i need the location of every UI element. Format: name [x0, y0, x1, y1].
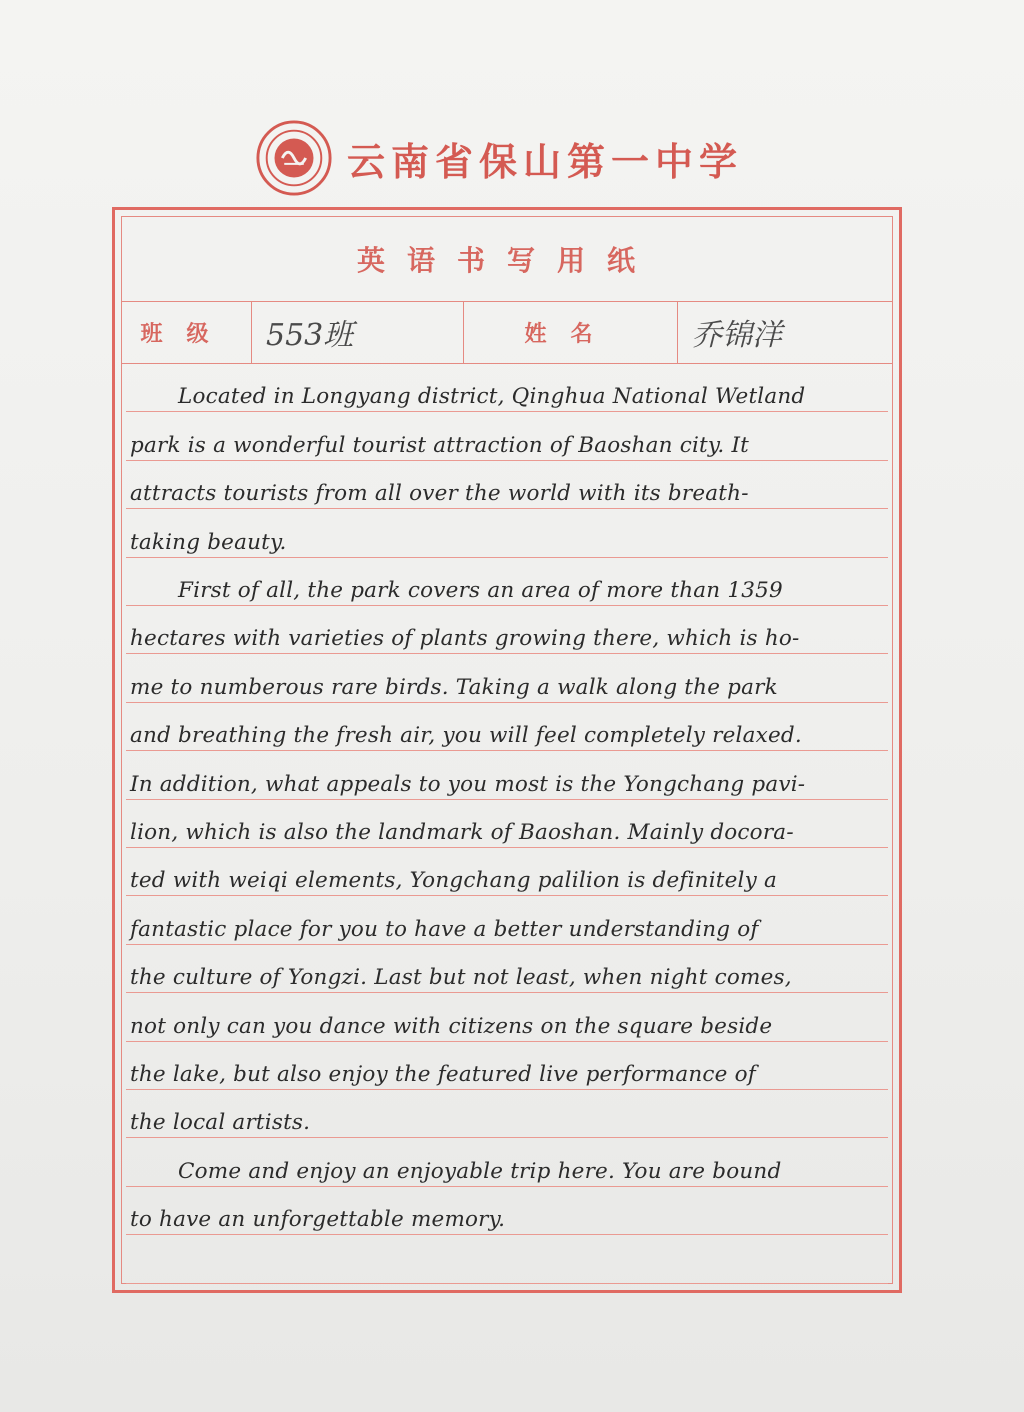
handwritten-line-text: and breathing the fresh air, you will feel completely relaxed. — [130, 723, 802, 749]
ruled-line — [126, 944, 888, 993]
handwritten-line-text: Located in Longyang district, Qinghua National Wetland — [178, 384, 806, 410]
ruled-line — [126, 653, 888, 702]
handwritten-line-text: the culture of Yongzi. Last but not least, when night comes, — [130, 965, 792, 991]
writing-sheet — [112, 207, 902, 1293]
school-header — [255, 118, 775, 198]
ruled-line — [126, 895, 888, 944]
handwritten-line-text: lion, which is also the landmark of Baoshan. Mainly docora- — [130, 819, 794, 845]
handwritten-line-text: to have an unforgettable memory. — [130, 1207, 506, 1233]
ruled-line — [126, 1041, 888, 1090]
handwritten-line-text: fantastic place for you to have a better understanding of — [130, 916, 759, 942]
handwritten-line-text: First of all, the park covers an area of more than 1359 — [178, 577, 783, 603]
ruled-line — [126, 1089, 888, 1138]
handwritten-line-text: ted with weiqi elements, Yongchang palilion is definitely a — [130, 868, 778, 894]
ruled-line — [126, 460, 888, 509]
sheet-title-row — [122, 217, 892, 302]
sheet-title: 英语书写用纸 — [356, 244, 657, 277]
handwritten-line-text: park is a wonderful tourist attraction of Baoshan city. It — [130, 432, 749, 458]
ruled-line — [126, 1186, 888, 1235]
ruled-line — [126, 750, 888, 799]
ruled-line — [126, 992, 888, 1041]
name-label: 姓名 — [524, 321, 617, 347]
class-label: 班级 — [140, 321, 233, 347]
ruled-line — [126, 363, 888, 412]
handwritten-line-text: In addition, what appeals to you most is the Yongchang pavi- — [130, 771, 806, 797]
ruled-line — [126, 557, 888, 606]
ruled-lines — [122, 363, 892, 1283]
name-value: 乔锦洋 — [692, 318, 782, 353]
ruled-line — [126, 1137, 888, 1186]
class-value: 553班 — [266, 318, 354, 353]
class-label-cell — [122, 301, 252, 363]
ruled-line — [126, 847, 888, 896]
handwritten-line-text: attracts tourists from all over the world with its breath- — [130, 481, 749, 507]
ruled-line — [126, 411, 888, 460]
class-value-cell — [252, 301, 464, 363]
name-label-cell — [464, 301, 678, 363]
handwritten-line-text: not only can you dance with citizens on the square beside — [130, 1013, 773, 1039]
handwritten-line-text: the local artists. — [130, 1110, 311, 1136]
ruled-line — [126, 508, 888, 557]
handwritten-line-text: the lake, but also enjoy the featured live performance of — [130, 1061, 756, 1087]
ruled-line — [126, 1234, 888, 1283]
school-seal-icon — [255, 119, 333, 197]
student-info-row — [122, 301, 892, 364]
handwritten-line-text: Come and enjoy an enjoyable trip here. You are bound — [178, 1158, 782, 1184]
ruled-line — [126, 605, 888, 654]
sheet-inner-frame — [121, 216, 893, 1284]
ruled-line — [126, 799, 888, 848]
handwritten-line-text: taking beauty. — [130, 529, 287, 555]
name-value-cell — [678, 301, 892, 363]
handwritten-line-text: me to numberous rare birds. Taking a walk along the park — [130, 674, 778, 700]
handwritten-line-text: hectares with varieties of plants growing there, which is ho- — [130, 626, 800, 652]
ruled-line — [126, 702, 888, 751]
school-name: 云南省保山第一中学 — [347, 138, 744, 184]
